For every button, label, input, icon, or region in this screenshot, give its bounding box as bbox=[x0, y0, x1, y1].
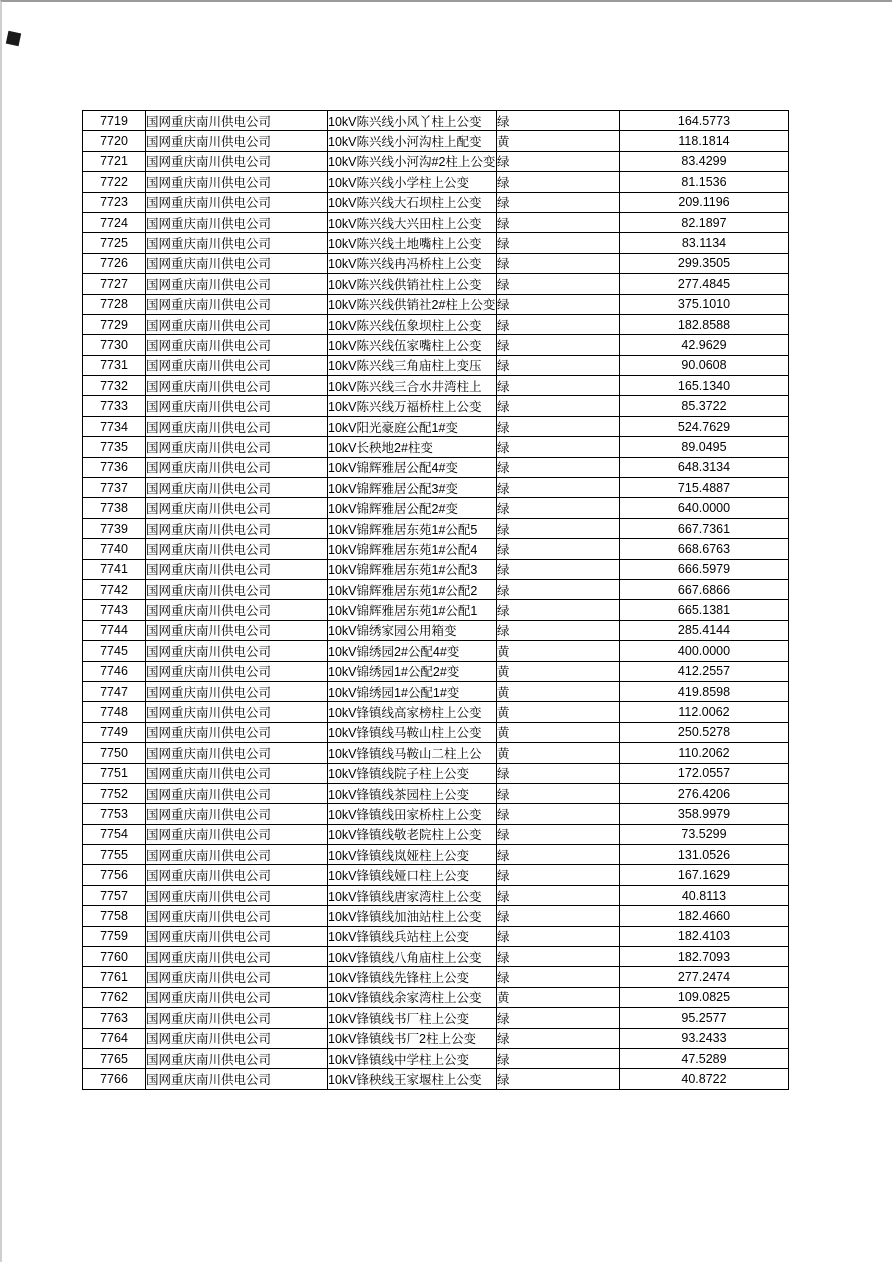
company-cell: 国网重庆南川供电公司 bbox=[146, 416, 328, 436]
value-cell: 118.1814 bbox=[620, 131, 789, 151]
device-name-cell: 10kV陈兴线三合水井湾柱上 bbox=[328, 376, 497, 396]
company-cell: 国网重庆南川供电公司 bbox=[146, 274, 328, 294]
status-cell: 绿 bbox=[497, 151, 620, 171]
value-cell: 648.3134 bbox=[620, 457, 789, 477]
value-cell: 666.5979 bbox=[620, 559, 789, 579]
value-cell: 112.0062 bbox=[620, 702, 789, 722]
table-row bbox=[83, 722, 789, 742]
company-cell: 国网重庆南川供电公司 bbox=[146, 335, 328, 355]
device-name-cell: 10kV锦辉雅居东苑1#公配5 bbox=[328, 518, 497, 538]
status-cell: 绿 bbox=[497, 579, 620, 599]
company-cell: 国网重庆南川供电公司 bbox=[146, 743, 328, 763]
value-cell: 131.0526 bbox=[620, 845, 789, 865]
company-cell: 国网重庆南川供电公司 bbox=[146, 987, 328, 1007]
device-name-cell: 10kV锦辉雅居公配4#变 bbox=[328, 457, 497, 477]
company-cell: 国网重庆南川供电公司 bbox=[146, 355, 328, 375]
status-cell: 绿 bbox=[497, 457, 620, 477]
scan-artifact bbox=[6, 31, 21, 46]
row-id-cell: 7730 bbox=[83, 335, 146, 355]
table-row bbox=[83, 253, 789, 273]
row-id-cell: 7751 bbox=[83, 763, 146, 783]
row-id-cell: 7720 bbox=[83, 131, 146, 151]
company-cell: 国网重庆南川供电公司 bbox=[146, 804, 328, 824]
device-name-cell: 10kV锦绣园1#公配2#变 bbox=[328, 661, 497, 681]
device-name-cell: 10kV锋秧线王家堰柱上公变 bbox=[328, 1069, 497, 1089]
table-row bbox=[83, 111, 789, 131]
company-cell: 国网重庆南川供电公司 bbox=[146, 518, 328, 538]
device-name-cell: 10kV锦辉雅居东苑1#公配3 bbox=[328, 559, 497, 579]
row-id-cell: 7758 bbox=[83, 906, 146, 926]
company-cell: 国网重庆南川供电公司 bbox=[146, 131, 328, 151]
company-cell: 国网重庆南川供电公司 bbox=[146, 151, 328, 171]
company-cell: 国网重庆南川供电公司 bbox=[146, 885, 328, 905]
status-cell: 黄 bbox=[497, 743, 620, 763]
status-cell: 绿 bbox=[497, 192, 620, 212]
company-cell: 国网重庆南川供电公司 bbox=[146, 111, 328, 131]
row-id-cell: 7750 bbox=[83, 743, 146, 763]
value-cell: 667.7361 bbox=[620, 518, 789, 538]
row-id-cell: 7757 bbox=[83, 885, 146, 905]
row-id-cell: 7754 bbox=[83, 824, 146, 844]
device-name-cell: 10kV锋镇线书厂2柱上公变 bbox=[328, 1028, 497, 1048]
status-cell: 绿 bbox=[497, 274, 620, 294]
value-cell: 42.9629 bbox=[620, 335, 789, 355]
row-id-cell: 7748 bbox=[83, 702, 146, 722]
value-cell: 668.6763 bbox=[620, 539, 789, 559]
row-id-cell: 7739 bbox=[83, 518, 146, 538]
table-row bbox=[83, 947, 789, 967]
row-id-cell: 7725 bbox=[83, 233, 146, 253]
row-id-cell: 7759 bbox=[83, 926, 146, 946]
row-id-cell: 7728 bbox=[83, 294, 146, 314]
company-cell: 国网重庆南川供电公司 bbox=[146, 845, 328, 865]
row-id-cell: 7723 bbox=[83, 192, 146, 212]
device-name-cell: 10kV锦辉雅居公配2#变 bbox=[328, 498, 497, 518]
table-row bbox=[83, 743, 789, 763]
table-body bbox=[83, 111, 789, 1090]
status-cell: 绿 bbox=[497, 824, 620, 844]
company-cell: 国网重庆南川供电公司 bbox=[146, 376, 328, 396]
table-row bbox=[83, 498, 789, 518]
table-row bbox=[83, 641, 789, 661]
table-row bbox=[83, 416, 789, 436]
table-row bbox=[83, 151, 789, 171]
value-cell: 276.4206 bbox=[620, 783, 789, 803]
row-id-cell: 7755 bbox=[83, 845, 146, 865]
company-cell: 国网重庆南川供电公司 bbox=[146, 967, 328, 987]
device-name-cell: 10kV锋镇线茶园柱上公变 bbox=[328, 783, 497, 803]
row-id-cell: 7721 bbox=[83, 151, 146, 171]
row-id-cell: 7763 bbox=[83, 1008, 146, 1028]
device-name-cell: 10kV陈兴线冉冯桥柱上公变 bbox=[328, 253, 497, 273]
row-id-cell: 7764 bbox=[83, 1028, 146, 1048]
device-name-cell: 10kV锋镇线高家榜柱上公变 bbox=[328, 702, 497, 722]
status-cell: 绿 bbox=[497, 111, 620, 131]
device-name-cell: 10kV锋镇线加油站柱上公变 bbox=[328, 906, 497, 926]
value-cell: 299.3505 bbox=[620, 253, 789, 273]
company-cell: 国网重庆南川供电公司 bbox=[146, 947, 328, 967]
status-cell: 黄 bbox=[497, 987, 620, 1007]
device-name-cell: 10kV锋镇线先锋柱上公变 bbox=[328, 967, 497, 987]
status-cell: 绿 bbox=[497, 1028, 620, 1048]
device-name-cell: 10kV陈兴线三角庙柱上变压 bbox=[328, 355, 497, 375]
row-id-cell: 7747 bbox=[83, 681, 146, 701]
table-row bbox=[83, 314, 789, 334]
company-cell: 国网重庆南川供电公司 bbox=[146, 192, 328, 212]
value-cell: 167.1629 bbox=[620, 865, 789, 885]
device-name-cell: 10kV锦辉雅居东苑1#公配4 bbox=[328, 539, 497, 559]
table-row bbox=[83, 212, 789, 232]
table-row bbox=[83, 1028, 789, 1048]
table-row bbox=[83, 1069, 789, 1089]
device-name-cell: 10kV锋镇线中学柱上公变 bbox=[328, 1048, 497, 1068]
status-cell: 绿 bbox=[497, 783, 620, 803]
row-id-cell: 7746 bbox=[83, 661, 146, 681]
table-row bbox=[83, 620, 789, 640]
device-name-cell: 10kV陈兴线供销社柱上公变 bbox=[328, 274, 497, 294]
status-cell: 绿 bbox=[497, 967, 620, 987]
company-cell: 国网重庆南川供电公司 bbox=[146, 294, 328, 314]
table-row bbox=[83, 783, 789, 803]
company-cell: 国网重庆南川供电公司 bbox=[146, 1048, 328, 1068]
status-cell: 黄 bbox=[497, 722, 620, 742]
company-cell: 国网重庆南川供电公司 bbox=[146, 1069, 328, 1089]
status-cell: 绿 bbox=[497, 559, 620, 579]
table-row bbox=[83, 579, 789, 599]
row-id-cell: 7737 bbox=[83, 478, 146, 498]
value-cell: 47.5289 bbox=[620, 1048, 789, 1068]
status-cell: 绿 bbox=[497, 1048, 620, 1068]
value-cell: 277.4845 bbox=[620, 274, 789, 294]
value-cell: 90.0608 bbox=[620, 355, 789, 375]
value-cell: 285.4144 bbox=[620, 620, 789, 640]
value-cell: 93.2433 bbox=[620, 1028, 789, 1048]
row-id-cell: 7743 bbox=[83, 600, 146, 620]
status-cell: 绿 bbox=[497, 1069, 620, 1089]
device-name-cell: 10kV锋镇线娅口柱上公变 bbox=[328, 865, 497, 885]
value-cell: 83.4299 bbox=[620, 151, 789, 171]
table-row bbox=[83, 804, 789, 824]
status-cell: 绿 bbox=[497, 845, 620, 865]
value-cell: 665.1381 bbox=[620, 600, 789, 620]
row-id-cell: 7732 bbox=[83, 376, 146, 396]
status-cell: 绿 bbox=[497, 416, 620, 436]
status-cell: 绿 bbox=[497, 1008, 620, 1028]
row-id-cell: 7756 bbox=[83, 865, 146, 885]
status-cell: 绿 bbox=[497, 478, 620, 498]
status-cell: 绿 bbox=[497, 396, 620, 416]
table-row bbox=[83, 335, 789, 355]
device-name-cell: 10kV陈兴线供销社2#柱上公变 bbox=[328, 294, 497, 314]
device-name-cell: 10kV陈兴线土地嘴柱上公变 bbox=[328, 233, 497, 253]
table-row bbox=[83, 987, 789, 1007]
table-row bbox=[83, 294, 789, 314]
value-cell: 182.4103 bbox=[620, 926, 789, 946]
company-cell: 国网重庆南川供电公司 bbox=[146, 498, 328, 518]
company-cell: 国网重庆南川供电公司 bbox=[146, 661, 328, 681]
status-cell: 绿 bbox=[497, 926, 620, 946]
value-cell: 640.0000 bbox=[620, 498, 789, 518]
company-cell: 国网重庆南川供电公司 bbox=[146, 539, 328, 559]
status-cell: 绿 bbox=[497, 763, 620, 783]
value-cell: 172.0557 bbox=[620, 763, 789, 783]
status-cell: 绿 bbox=[497, 947, 620, 967]
table-row bbox=[83, 396, 789, 416]
value-cell: 164.5773 bbox=[620, 111, 789, 131]
device-name-cell: 10kV锋镇线院子柱上公变 bbox=[328, 763, 497, 783]
table-row bbox=[83, 885, 789, 905]
row-id-cell: 7731 bbox=[83, 355, 146, 375]
row-id-cell: 7761 bbox=[83, 967, 146, 987]
device-name-cell: 10kV锋镇线马鞍山二柱上公 bbox=[328, 743, 497, 763]
value-cell: 182.8588 bbox=[620, 314, 789, 334]
status-cell: 黄 bbox=[497, 681, 620, 701]
device-name-cell: 10kV锦辉雅居公配3#变 bbox=[328, 478, 497, 498]
row-id-cell: 7735 bbox=[83, 437, 146, 457]
row-id-cell: 7744 bbox=[83, 620, 146, 640]
company-cell: 国网重庆南川供电公司 bbox=[146, 600, 328, 620]
status-cell: 绿 bbox=[497, 865, 620, 885]
row-id-cell: 7738 bbox=[83, 498, 146, 518]
table-row bbox=[83, 233, 789, 253]
row-id-cell: 7727 bbox=[83, 274, 146, 294]
row-id-cell: 7733 bbox=[83, 396, 146, 416]
table-row bbox=[83, 1008, 789, 1028]
row-id-cell: 7762 bbox=[83, 987, 146, 1007]
value-cell: 95.2577 bbox=[620, 1008, 789, 1028]
data-table bbox=[82, 110, 789, 1090]
table-row bbox=[83, 967, 789, 987]
company-cell: 国网重庆南川供电公司 bbox=[146, 1008, 328, 1028]
value-cell: 73.5299 bbox=[620, 824, 789, 844]
company-cell: 国网重庆南川供电公司 bbox=[146, 233, 328, 253]
value-cell: 400.0000 bbox=[620, 641, 789, 661]
company-cell: 国网重庆南川供电公司 bbox=[146, 906, 328, 926]
value-cell: 250.5278 bbox=[620, 722, 789, 742]
table-row bbox=[83, 131, 789, 151]
company-cell: 国网重庆南川供电公司 bbox=[146, 314, 328, 334]
table-row bbox=[83, 478, 789, 498]
value-cell: 715.4887 bbox=[620, 478, 789, 498]
status-cell: 绿 bbox=[497, 253, 620, 273]
company-cell: 国网重庆南川供电公司 bbox=[146, 865, 328, 885]
company-cell: 国网重庆南川供电公司 bbox=[146, 620, 328, 640]
table-row bbox=[83, 845, 789, 865]
device-name-cell: 10kV锦绣家园公用箱变 bbox=[328, 620, 497, 640]
company-cell: 国网重庆南川供电公司 bbox=[146, 1028, 328, 1048]
table-row bbox=[83, 376, 789, 396]
status-cell: 绿 bbox=[497, 885, 620, 905]
company-cell: 国网重庆南川供电公司 bbox=[146, 722, 328, 742]
status-cell: 绿 bbox=[497, 212, 620, 232]
company-cell: 国网重庆南川供电公司 bbox=[146, 396, 328, 416]
company-cell: 国网重庆南川供电公司 bbox=[146, 172, 328, 192]
company-cell: 国网重庆南川供电公司 bbox=[146, 253, 328, 273]
company-cell: 国网重庆南川供电公司 bbox=[146, 702, 328, 722]
company-cell: 国网重庆南川供电公司 bbox=[146, 641, 328, 661]
row-id-cell: 7760 bbox=[83, 947, 146, 967]
status-cell: 绿 bbox=[497, 804, 620, 824]
value-cell: 109.0825 bbox=[620, 987, 789, 1007]
row-id-cell: 7765 bbox=[83, 1048, 146, 1068]
status-cell: 绿 bbox=[497, 233, 620, 253]
value-cell: 524.7629 bbox=[620, 416, 789, 436]
device-name-cell: 10kV陈兴线大兴田柱上公变 bbox=[328, 212, 497, 232]
value-cell: 83.1134 bbox=[620, 233, 789, 253]
company-cell: 国网重庆南川供电公司 bbox=[146, 783, 328, 803]
company-cell: 国网重庆南川供电公司 bbox=[146, 212, 328, 232]
row-id-cell: 7742 bbox=[83, 579, 146, 599]
table-row bbox=[83, 906, 789, 926]
device-name-cell: 10kV阳光豪庭公配1#变 bbox=[328, 416, 497, 436]
table-row bbox=[83, 1048, 789, 1068]
table-row bbox=[83, 824, 789, 844]
row-id-cell: 7719 bbox=[83, 111, 146, 131]
row-id-cell: 7724 bbox=[83, 212, 146, 232]
device-name-cell: 10kV陈兴线伍象坝柱上公变 bbox=[328, 314, 497, 334]
row-id-cell: 7729 bbox=[83, 314, 146, 334]
table-row bbox=[83, 355, 789, 375]
status-cell: 绿 bbox=[497, 437, 620, 457]
table-row bbox=[83, 192, 789, 212]
table-row bbox=[83, 172, 789, 192]
device-name-cell: 10kV陈兴线万福桥柱上公变 bbox=[328, 396, 497, 416]
row-id-cell: 7745 bbox=[83, 641, 146, 661]
row-id-cell: 7740 bbox=[83, 539, 146, 559]
status-cell: 绿 bbox=[497, 906, 620, 926]
table-row bbox=[83, 763, 789, 783]
company-cell: 国网重庆南川供电公司 bbox=[146, 478, 328, 498]
device-name-cell: 10kV锋镇线敬老院柱上公变 bbox=[328, 824, 497, 844]
value-cell: 667.6866 bbox=[620, 579, 789, 599]
status-cell: 黄 bbox=[497, 661, 620, 681]
status-cell: 绿 bbox=[497, 620, 620, 640]
device-name-cell: 10kV陈兴线大石坝柱上公变 bbox=[328, 192, 497, 212]
table-row bbox=[83, 865, 789, 885]
table-row bbox=[83, 518, 789, 538]
company-cell: 国网重庆南川供电公司 bbox=[146, 579, 328, 599]
device-name-cell: 10kV长秧地2#柱变 bbox=[328, 437, 497, 457]
status-cell: 黄 bbox=[497, 641, 620, 661]
value-cell: 209.1196 bbox=[620, 192, 789, 212]
company-cell: 国网重庆南川供电公司 bbox=[146, 763, 328, 783]
table-row bbox=[83, 437, 789, 457]
row-id-cell: 7741 bbox=[83, 559, 146, 579]
value-cell: 40.8113 bbox=[620, 885, 789, 905]
company-cell: 国网重庆南川供电公司 bbox=[146, 926, 328, 946]
status-cell: 绿 bbox=[497, 518, 620, 538]
table-row bbox=[83, 539, 789, 559]
row-id-cell: 7734 bbox=[83, 416, 146, 436]
status-cell: 黄 bbox=[497, 702, 620, 722]
status-cell: 绿 bbox=[497, 294, 620, 314]
device-name-cell: 10kV锋镇线唐家湾柱上公变 bbox=[328, 885, 497, 905]
company-cell: 国网重庆南川供电公司 bbox=[146, 437, 328, 457]
status-cell: 绿 bbox=[497, 355, 620, 375]
value-cell: 40.8722 bbox=[620, 1069, 789, 1089]
device-name-cell: 10kV陈兴线小风丫柱上公变 bbox=[328, 111, 497, 131]
value-cell: 89.0495 bbox=[620, 437, 789, 457]
value-cell: 82.1897 bbox=[620, 212, 789, 232]
value-cell: 182.4660 bbox=[620, 906, 789, 926]
table-row bbox=[83, 457, 789, 477]
table-row bbox=[83, 600, 789, 620]
row-id-cell: 7753 bbox=[83, 804, 146, 824]
status-cell: 绿 bbox=[497, 539, 620, 559]
table-row bbox=[83, 926, 789, 946]
value-cell: 358.9979 bbox=[620, 804, 789, 824]
device-name-cell: 10kV陈兴线小河沟柱上配变 bbox=[328, 131, 497, 151]
device-name-cell: 10kV锋镇线兵站柱上公变 bbox=[328, 926, 497, 946]
device-name-cell: 10kV陈兴线小学柱上公变 bbox=[328, 172, 497, 192]
company-cell: 国网重庆南川供电公司 bbox=[146, 457, 328, 477]
company-cell: 国网重庆南川供电公司 bbox=[146, 559, 328, 579]
device-name-cell: 10kV陈兴线小河沟#2柱上公变 bbox=[328, 151, 497, 171]
table-row bbox=[83, 702, 789, 722]
status-cell: 黄 bbox=[497, 131, 620, 151]
value-cell: 277.2474 bbox=[620, 967, 789, 987]
value-cell: 85.3722 bbox=[620, 396, 789, 416]
status-cell: 绿 bbox=[497, 600, 620, 620]
status-cell: 绿 bbox=[497, 335, 620, 355]
value-cell: 419.8598 bbox=[620, 681, 789, 701]
status-cell: 绿 bbox=[497, 498, 620, 518]
device-name-cell: 10kV锋镇线田家桥柱上公变 bbox=[328, 804, 497, 824]
status-cell: 绿 bbox=[497, 314, 620, 334]
row-id-cell: 7766 bbox=[83, 1069, 146, 1089]
company-cell: 国网重庆南川供电公司 bbox=[146, 824, 328, 844]
device-name-cell: 10kV锦辉雅居东苑1#公配1 bbox=[328, 600, 497, 620]
row-id-cell: 7722 bbox=[83, 172, 146, 192]
table-row bbox=[83, 681, 789, 701]
row-id-cell: 7752 bbox=[83, 783, 146, 803]
row-id-cell: 7726 bbox=[83, 253, 146, 273]
status-cell: 绿 bbox=[497, 172, 620, 192]
device-name-cell: 10kV锦辉雅居东苑1#公配2 bbox=[328, 579, 497, 599]
company-cell: 国网重庆南川供电公司 bbox=[146, 681, 328, 701]
device-name-cell: 10kV锋镇线岚娅柱上公变 bbox=[328, 845, 497, 865]
device-name-cell: 10kV锋镇线书厂柱上公变 bbox=[328, 1008, 497, 1028]
table-row bbox=[83, 274, 789, 294]
value-cell: 182.7093 bbox=[620, 947, 789, 967]
table-row bbox=[83, 661, 789, 681]
device-name-cell: 10kV锋镇线马鞍山柱上公变 bbox=[328, 722, 497, 742]
status-cell: 绿 bbox=[497, 376, 620, 396]
device-name-cell: 10kV陈兴线伍家嘴柱上公变 bbox=[328, 335, 497, 355]
value-cell: 412.2557 bbox=[620, 661, 789, 681]
value-cell: 81.1536 bbox=[620, 172, 789, 192]
device-name-cell: 10kV锋镇线余家湾柱上公变 bbox=[328, 987, 497, 1007]
value-cell: 110.2062 bbox=[620, 743, 789, 763]
device-name-cell: 10kV锦绣园1#公配1#变 bbox=[328, 681, 497, 701]
row-id-cell: 7736 bbox=[83, 457, 146, 477]
device-name-cell: 10kV锦绣园2#公配4#变 bbox=[328, 641, 497, 661]
row-id-cell: 7749 bbox=[83, 722, 146, 742]
device-name-cell: 10kV锋镇线八角庙柱上公变 bbox=[328, 947, 497, 967]
value-cell: 165.1340 bbox=[620, 376, 789, 396]
value-cell: 375.1010 bbox=[620, 294, 789, 314]
table-row bbox=[83, 559, 789, 579]
